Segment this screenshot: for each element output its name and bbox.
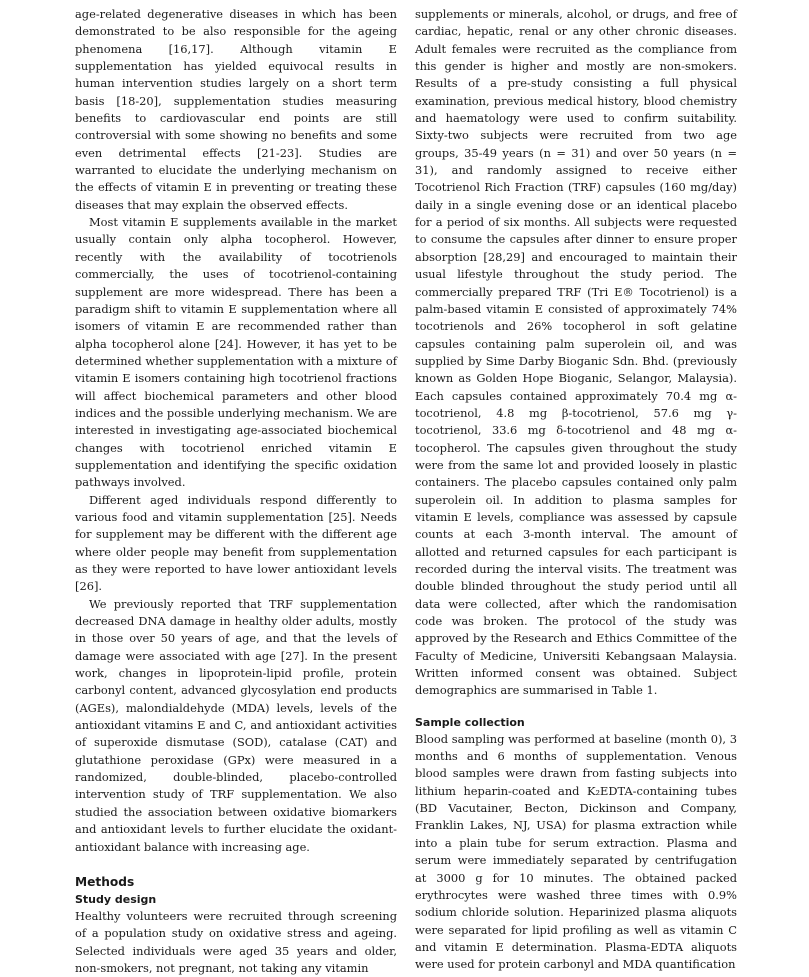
intro-paragraph-3: Different aged individuals respond differently to various food and vitamin supplementation [25]. Needs for supplement may be different with the different age where older people may benefit from supplementation as they were reported to have lower antioxidant levels [26]. (75, 492, 397, 594)
left-column (75, 6, 397, 977)
study-design-heading: Study design (75, 892, 157, 906)
intro-paragraph-1: age-related degenerative diseases in which has been demonstrated to be also responsible for the ageing phenomena [16,17]. Although vitamin E supplementation has yielded equivocal results in human intervention studies largely on a short term basis [18-20], supplementation studies measuring benefits to cardiovascular end points are still controversial with some showing no benefits and some even detrimental effects [21-23]. Studies are warranted to elucidate the underlying mechanism on the effects of vitamin E in preventing or treating these diseases that may explain the observed effects. (75, 7, 397, 212)
study-design-paragraph: Healthy volunteers were recruited through screening of a population study on oxidative stress and ageing. Selected individuals were aged 35 years and older, non-smokers, not pregnant, not taking any vitamin (75, 908, 397, 975)
right-column (415, 6, 737, 974)
study-design-continued-paragraph: supplements or minerals, alcohol, or drugs, and free of cardiac, hepatic, renal or any other chronic diseases. Adult females were recruited as the compliance from this gender is higher and mostly are non-smokers. Results of a pre-study consisting a full physical examination, previous medical history, blood chemistry and haematology were used to confirm suitability. Sixty-two subjects were recruited from two age groups, 35-49 years (n = 31) and over 50 years (n = 31), and randomly assigned to receive either Tocotrienol Rich Fraction (TRF) capsules (160 mg/day) daily in a single evening dose or an identical placebo for a period of six months. All subjects were requested to consume the capsules after dinner to ensure proper absorption [28,29] and encouraged to maintain their usual lifestyle throughout the study period. The commercially prepared TRF (Tri E® Tocotrienol) is a palm-based vitamin E consisted of approximately 74% tocotrienols and 26% tocopherol in soft gelatine capsules containing palm superolein oil, and was supplied by Sime Darby Bioganic Sdn. Bhd. (previously known as Golden Hope Bioganic, Selangor, Malaysia). Each capsules contained approximately 70.4 mg α-tocotrienol, 4.8 mg β-tocotrienol, 57.6 mg γ-tocotrienol, 33.6 mg δ-tocotrienol and 48 mg α-tocopherol. The capsules given throughout the study were from the same lot and provided loosely in plastic containers. The placebo capsules contained only palm superolein oil. In addition to plasma samples for vitamin E levels, compliance was assessed by capsule counts at each 3-month interval. The amount of allotted and returned capsules for each participant is recorded during the interval visits. The treatment was double blinded throughout the study period until all data were collected, after which the randomisation code was broken. The protocol of the study was approved by the Research and Ethics Committee of the Faculty of Medicine, Universiti Kebangsaan Malaysia. Written informed consent was obtained. Subject demographics are summarised in Table 1. (415, 7, 737, 698)
intro-paragraph-4: We previously reported that TRF supplementation decreased DNA damage in healthy older adults, mostly in those over 50 years of age, and that the levels of damage were associated with age [27]. In the present work, changes in lipoprotein-lipid profile, protein carbonyl content, advanced glycosylation end products (AGEs), malondialdehyde (MDA) levels, levels of the antioxidant vitamins E and C, and antioxidant activities of superoxide dismutase (SOD), catalase (CAT) and glutathione peroxidase (GPx) were measured in a randomized, double-blinded, placebo-controlled intervention study of TRF supplementation. We also studied the association between oxidative biomarkers and antioxidant levels to further elucidate the oxidant-antioxidant balance with increasing age. (75, 596, 397, 854)
sample-collection-heading: Sample collection (415, 715, 525, 729)
methods-heading: Methods (75, 874, 135, 889)
sample-collection-paragraph: Blood sampling was performed at baseline (month 0), 3 months and 6 months of supplementation. Venous blood samples were drawn from fasting subjects into lithium heparin-coated and K₂EDTA-containing tubes (BD Vacutainer, Becton, Dickinson and Company, Franklin Lakes, NJ, USA) for plasma extraction while into a plain tube for serum extraction. Plasma and serum were immediately separated by centrifugation at 3000 g for 10 minutes. The obtained packed erythrocytes were washed three times with 0.9% sodium chloride solution. Heparinized plasma aliquots were separated for lipid profiling as well as vitamin C and vitamin E determination. Plasma-EDTA aliquots were used for protein carbonyl and MDA quantification (415, 731, 737, 972)
intro-paragraph-2: Most vitamin E supplements available in the market usually contain only alpha tocopherol. However, recently with the availability of tocotrienols commercially, the uses of tocotrienol-containing supplement are more widespread. There has been a paradigm shift to vitamin E supplementation where all isomers of vitamin E are recommended rather than alpha tocopherol alone [24]. However, it has yet to be determined whether supplementation with a mixture of vitamin E isomers containing high tocotrienol fractions will affect biochemical parameters and other blood indices and the possible underlying mechanism. We are interested in investigating age-associated biochemical changes with tocotrienol enriched vitamin E supplementation and identifying the specific oxidation pathways involved. (75, 215, 397, 490)
